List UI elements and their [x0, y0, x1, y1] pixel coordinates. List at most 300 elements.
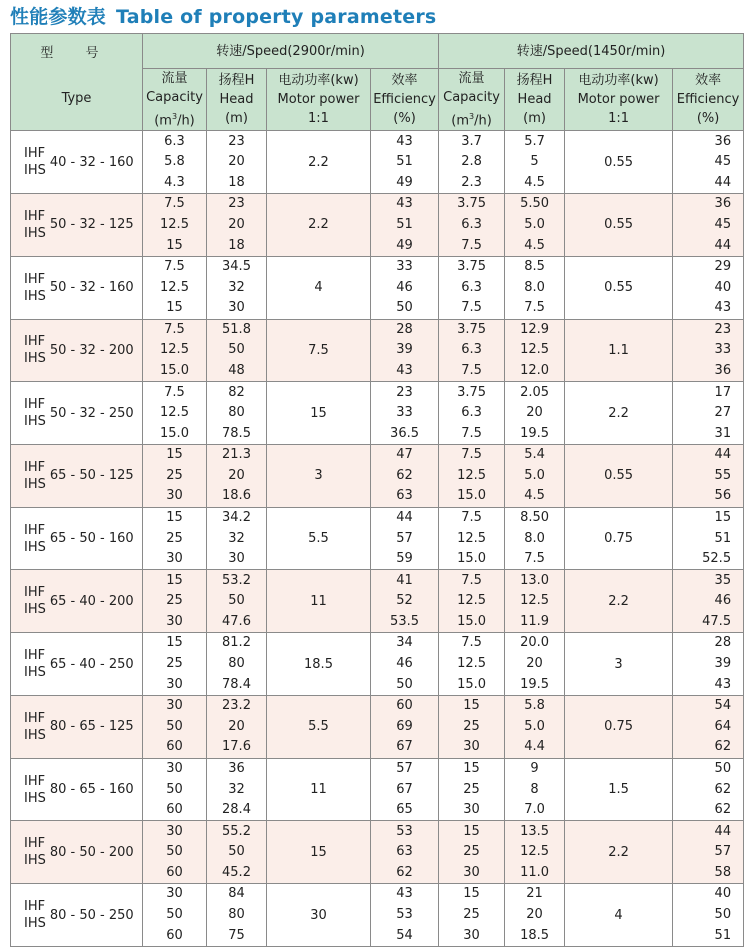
cell-value: 50 [166, 844, 183, 860]
cell-value: 15.0 [457, 613, 487, 629]
cell-value: 8 [530, 781, 539, 797]
capacity-header: 流量 Capacity $(m^3/h)$ [439, 69, 505, 131]
model-type: IHF [24, 773, 46, 789]
cell-value: 15 [166, 447, 183, 463]
cell-value: 25 [463, 718, 480, 734]
cell-value: 7.5 [461, 300, 482, 316]
value-cell [207, 382, 267, 445]
value-cell [673, 256, 744, 319]
cell-value: 15 [166, 572, 183, 588]
cell-value: 44 [714, 237, 732, 253]
model-cell [11, 382, 143, 445]
power-cell: 2.2 [267, 131, 371, 194]
value-cell [371, 695, 439, 758]
cell-value: 62 [714, 739, 732, 755]
value-cell [207, 570, 267, 633]
table-body [11, 131, 744, 947]
value-cell [439, 695, 505, 758]
model-cell [11, 821, 143, 884]
table-row [11, 194, 744, 257]
cell-value: 7.5 [164, 321, 185, 337]
property-parameters-table [10, 33, 744, 947]
cell-value: 28 [714, 635, 732, 651]
cell-value: 44 [396, 510, 413, 526]
cell-value: 12.0 [520, 362, 550, 378]
cell-value: 53 [396, 907, 413, 923]
table-row [11, 695, 744, 758]
cell-value: 19.5 [520, 676, 550, 692]
cell-value: 75 [228, 927, 245, 943]
cell-value: 30 [463, 864, 480, 880]
table-row [11, 131, 744, 194]
cell-value: 47.6 [222, 613, 251, 629]
cell-value: 5.7 [524, 133, 545, 149]
cell-value: 30 [166, 886, 183, 902]
value-cell [143, 382, 207, 445]
table-row [11, 570, 744, 633]
model-type: IHF [24, 522, 46, 538]
cell-value: 50 [714, 907, 732, 923]
cell-value: 40 [714, 279, 732, 295]
cell-value: 63 [396, 488, 413, 504]
cell-value: 18 [228, 174, 245, 190]
cell-value: 57 [396, 530, 413, 546]
cell-value: 25 [166, 593, 183, 609]
power-cell: 3 [565, 633, 673, 696]
cell-value: 5.0 [524, 216, 545, 232]
cell-value: 8.0 [524, 530, 545, 546]
cell-value: 25 [166, 467, 183, 483]
cell-value: 20.0 [520, 635, 550, 651]
model-type: IHS [24, 351, 46, 367]
cell-value: 39 [714, 656, 732, 672]
cell-value: 7.5 [164, 259, 185, 275]
power-header: 电动功率(kw) Motor power 1:1 [267, 69, 371, 131]
cell-value: 44 [714, 823, 732, 839]
cell-value: 23 [228, 196, 245, 212]
value-cell [371, 821, 439, 884]
cell-value: 51 [714, 927, 732, 943]
cell-value: 50 [396, 676, 413, 692]
cell-value: 5.8 [164, 154, 185, 170]
cell-value: 4.5 [524, 174, 545, 190]
model-type: IHF [24, 334, 46, 350]
cell-value: 5.8 [524, 698, 545, 714]
cell-value: 12.5 [457, 530, 487, 546]
cell-value: 6.3 [461, 216, 482, 232]
cell-value: 25 [463, 781, 480, 797]
value-cell [673, 695, 744, 758]
cell-value: 8.0 [524, 279, 545, 295]
cell-value: 50 [228, 844, 245, 860]
cell-value: 12.5 [160, 342, 189, 358]
cell-value: 33 [396, 259, 413, 275]
cell-value: 18.5 [520, 927, 550, 943]
model-size: 50 - 32 - 200 [49, 342, 134, 358]
cell-value: 7.5 [461, 635, 482, 651]
value-cell [207, 633, 267, 696]
speed-2900-header: 转速/Speed(2900r/min) [143, 34, 439, 69]
cell-value: 36 [228, 760, 245, 776]
cell-value: 36.5 [390, 425, 419, 441]
model-cell [11, 633, 143, 696]
cell-value: 51 [396, 154, 413, 170]
value-cell [371, 445, 439, 508]
model-size: 50 - 32 - 160 [49, 280, 134, 296]
cell-value: 7.5 [461, 237, 482, 253]
cell-value: 29 [714, 259, 732, 275]
cell-value: 30 [228, 300, 245, 316]
power-cell: 11 [267, 758, 371, 821]
cell-value: 8.5 [524, 259, 545, 275]
power-cell: 1.5 [565, 758, 673, 821]
cell-value: 39 [396, 342, 413, 358]
cell-value: 50 [166, 781, 183, 797]
cell-value: 35 [714, 572, 732, 588]
value-cell [673, 319, 744, 382]
cell-value: 50 [714, 760, 732, 776]
model-type: IHS [24, 476, 46, 492]
model-cell [11, 884, 143, 947]
cell-value: 43 [396, 362, 413, 378]
value-cell [207, 884, 267, 947]
cell-value: 15 [714, 510, 732, 526]
cell-value: 78.4 [222, 676, 251, 692]
value-cell [505, 570, 565, 633]
cell-value: 60 [166, 802, 183, 818]
cell-value: 48 [228, 362, 245, 378]
cell-value: 63 [396, 844, 413, 860]
value-cell [143, 194, 207, 257]
model-size: 40 - 32 - 160 [49, 154, 134, 170]
value-cell [505, 194, 565, 257]
model-size: 50 - 32 - 250 [49, 405, 134, 421]
cell-value: 55 [714, 467, 732, 483]
cell-value: 15 [166, 635, 183, 651]
cell-value: 64 [714, 718, 732, 734]
cell-value: 2.05 [520, 384, 550, 400]
table-row [11, 821, 744, 884]
model-type: IHS [24, 916, 46, 932]
cell-value: 30 [463, 739, 480, 755]
cell-value: 36 [714, 133, 732, 149]
cell-value: 15.0 [160, 362, 189, 378]
value-cell [673, 633, 744, 696]
model-cell [11, 507, 143, 570]
cell-value: 25 [166, 530, 183, 546]
cell-value: 5.0 [524, 718, 545, 734]
cell-value: 65 [396, 802, 413, 818]
cell-value: 12.5 [520, 593, 550, 609]
model-cell [11, 445, 143, 508]
value-cell [207, 256, 267, 319]
cell-value: 7.0 [524, 802, 545, 818]
cell-value: 57 [396, 760, 413, 776]
cell-value: 50 [166, 718, 183, 734]
cell-value: 62 [714, 781, 732, 797]
cell-value: 32 [228, 279, 245, 295]
cell-value: 78.5 [222, 425, 251, 441]
cell-value: 17 [714, 384, 732, 400]
cell-value: 5.4 [524, 447, 545, 463]
model-type: IHF [24, 397, 46, 413]
cell-value: 58 [714, 864, 732, 880]
table-row [11, 445, 744, 508]
power-cell: 30 [267, 884, 371, 947]
cell-value: 46 [714, 593, 732, 609]
cell-value: 43 [396, 133, 413, 149]
value-cell [505, 821, 565, 884]
value-cell [673, 758, 744, 821]
value-cell [371, 256, 439, 319]
efficiency-header: 效率 Efficiency (%) [371, 69, 439, 131]
value-cell [439, 570, 505, 633]
power-header: 电动功率(kw) Motor power 1:1 [565, 69, 673, 131]
model-header-cn: 型 号 [40, 46, 113, 61]
power-cell: 3 [267, 445, 371, 508]
cell-value: 62 [396, 864, 413, 880]
model-type: IHS [24, 790, 46, 806]
value-cell [439, 319, 505, 382]
cell-value: 30 [166, 488, 183, 504]
cell-value: 12.5 [520, 844, 550, 860]
cell-value: 36 [714, 362, 732, 378]
model-size: 80 - 50 - 250 [49, 907, 134, 923]
value-cell [143, 445, 207, 508]
cell-value: 44 [714, 174, 732, 190]
cell-value: 12.9 [520, 321, 550, 337]
cell-value: 51 [714, 530, 732, 546]
page-title [10, 2, 436, 30]
power-cell: 18.5 [267, 633, 371, 696]
cell-value: 7.5 [524, 300, 545, 316]
efficiency-header: 效率 Efficiency (%) [673, 69, 744, 131]
cell-value: 20 [228, 154, 245, 170]
model-type: IHS [24, 727, 46, 743]
cell-value: 12.5 [457, 656, 487, 672]
capacity-header: 流量 Capacity $(m^3/h)$ [143, 69, 207, 131]
cell-value: 7.5 [461, 510, 482, 526]
value-cell [371, 507, 439, 570]
power-cell: 0.55 [565, 445, 673, 508]
value-cell [371, 570, 439, 633]
value-cell [207, 131, 267, 194]
value-cell [505, 319, 565, 382]
cell-value: 7.5 [461, 362, 482, 378]
model-type: IHS [24, 288, 46, 304]
value-cell [673, 194, 744, 257]
value-cell [371, 884, 439, 947]
cell-value: 36 [714, 196, 732, 212]
model-cell [11, 194, 143, 257]
cell-value: 40 [714, 886, 732, 902]
power-cell: 2.2 [267, 194, 371, 257]
cell-value: 53.2 [222, 572, 251, 588]
title-cn: 性能参数表 [10, 6, 107, 28]
cell-value: 21.3 [222, 447, 251, 463]
cell-value: 2.8 [461, 154, 482, 170]
value-cell [439, 507, 505, 570]
cell-value: 7.5 [461, 447, 482, 463]
cell-value: 11.0 [520, 864, 550, 880]
power-cell: 4 [565, 884, 673, 947]
cell-value: 67 [396, 781, 413, 797]
cell-value: 12.5 [160, 279, 189, 295]
cell-value: 46 [396, 656, 413, 672]
cell-value: 52.5 [702, 551, 732, 567]
cell-value: 20 [526, 907, 543, 923]
cell-value: 7.5 [164, 196, 185, 212]
value-cell [505, 758, 565, 821]
cell-value: 33 [714, 342, 732, 358]
value-cell [143, 695, 207, 758]
value-cell [505, 633, 565, 696]
value-cell [371, 633, 439, 696]
cell-value: 12.5 [457, 593, 487, 609]
power-cell: 1.1 [565, 319, 673, 382]
value-cell [207, 507, 267, 570]
cell-value: 30 [166, 613, 183, 629]
value-cell [207, 758, 267, 821]
head-header: 扬程H Head (m) [505, 69, 565, 131]
cell-value: 9 [530, 760, 539, 776]
cell-value: 60 [166, 864, 183, 880]
value-cell [673, 570, 744, 633]
model-type: IHS [24, 163, 46, 179]
cell-value: 80 [228, 907, 245, 923]
cell-value: 34.2 [222, 510, 251, 526]
cell-value: 5.50 [520, 196, 550, 212]
value-cell [143, 507, 207, 570]
cell-value: 57 [714, 844, 732, 860]
power-cell: 11 [267, 570, 371, 633]
value-cell [673, 382, 744, 445]
value-cell [505, 445, 565, 508]
value-cell [371, 131, 439, 194]
model-cell [11, 131, 143, 194]
model-type: IHS [24, 225, 46, 241]
cell-value: 49 [396, 237, 413, 253]
cell-value: 43 [714, 300, 732, 316]
power-cell: 2.2 [565, 382, 673, 445]
head-header: 扬程H Head (m) [207, 69, 267, 131]
cell-value: 15 [463, 760, 480, 776]
value-cell [505, 131, 565, 194]
cell-value: 21 [526, 886, 543, 902]
model-size: 50 - 32 - 125 [49, 217, 134, 233]
model-cell [11, 695, 143, 758]
table-row [11, 507, 744, 570]
value-cell [673, 821, 744, 884]
cell-value: 62 [396, 467, 413, 483]
cell-value: 20 [228, 216, 245, 232]
model-type: IHS [24, 539, 46, 555]
cell-value: 4.5 [524, 237, 545, 253]
value-cell [207, 821, 267, 884]
power-cell: 0.55 [565, 194, 673, 257]
cell-value: 30 [166, 760, 183, 776]
cell-value: 81.2 [222, 635, 251, 651]
cell-value: 13.5 [520, 823, 550, 839]
cell-value: 54 [396, 927, 413, 943]
model-type: IHS [24, 602, 46, 618]
cell-value: 51 [396, 216, 413, 232]
model-size: 80 - 50 - 200 [49, 844, 134, 860]
power-cell: 5.5 [267, 695, 371, 758]
cell-value: 23 [714, 321, 732, 337]
cell-value: 30 [166, 551, 183, 567]
cell-value: 30 [166, 823, 183, 839]
model-type: IHF [24, 648, 46, 664]
power-cell: 2.2 [565, 570, 673, 633]
model-type: IHF [24, 710, 46, 726]
cell-value: 15.0 [457, 676, 487, 692]
model-type: IHS [24, 853, 46, 869]
table-row [11, 319, 744, 382]
model-type: IHF [24, 836, 46, 852]
cell-value: 47.5 [702, 613, 732, 629]
cell-value: 50 [166, 907, 183, 923]
cell-value: 49 [396, 174, 413, 190]
cell-value: 6.3 [461, 342, 482, 358]
cell-value: 12.5 [457, 467, 487, 483]
cell-value: 20 [228, 718, 245, 734]
cell-value: 50 [228, 342, 245, 358]
table-row [11, 758, 744, 821]
cell-value: 3.75 [457, 259, 487, 275]
cell-value: 15.0 [457, 488, 487, 504]
speed-1450-header: 转速/Speed(1450r/min) [439, 34, 744, 69]
cell-value: 20 [526, 656, 543, 672]
model-size: 65 - 40 - 250 [49, 656, 134, 672]
value-cell [371, 194, 439, 257]
value-cell [207, 194, 267, 257]
cell-value: 28.4 [222, 802, 251, 818]
cell-value: 60 [166, 927, 183, 943]
value-cell [143, 570, 207, 633]
cell-value: 15 [166, 237, 183, 253]
model-type: IHF [24, 585, 46, 601]
model-type: IHF [24, 459, 46, 475]
cell-value: 43 [396, 886, 413, 902]
cell-value: 50 [396, 300, 413, 316]
cell-value: 33 [396, 405, 413, 421]
value-cell [439, 256, 505, 319]
power-cell: 5.5 [267, 507, 371, 570]
cell-value: 32 [228, 530, 245, 546]
power-cell: 0.55 [565, 131, 673, 194]
value-cell [505, 695, 565, 758]
model-type: IHF [24, 146, 46, 162]
cell-value: 11.9 [520, 613, 550, 629]
cell-value: 44 [714, 447, 732, 463]
model-type: IHS [24, 665, 46, 681]
value-cell [439, 194, 505, 257]
power-cell: 4 [267, 256, 371, 319]
cell-value: 3.75 [457, 384, 487, 400]
cell-value: 18 [228, 237, 245, 253]
value-cell [143, 758, 207, 821]
cell-value: 4.5 [524, 488, 545, 504]
model-size: 65 - 50 - 160 [49, 531, 134, 547]
cell-value: 6.3 [461, 279, 482, 295]
title-en: Table of property parameters [116, 6, 437, 28]
cell-value: 52 [396, 593, 413, 609]
value-cell [673, 507, 744, 570]
cell-value: 19.5 [520, 425, 550, 441]
cell-value: 46 [396, 279, 413, 295]
table-row [11, 382, 744, 445]
